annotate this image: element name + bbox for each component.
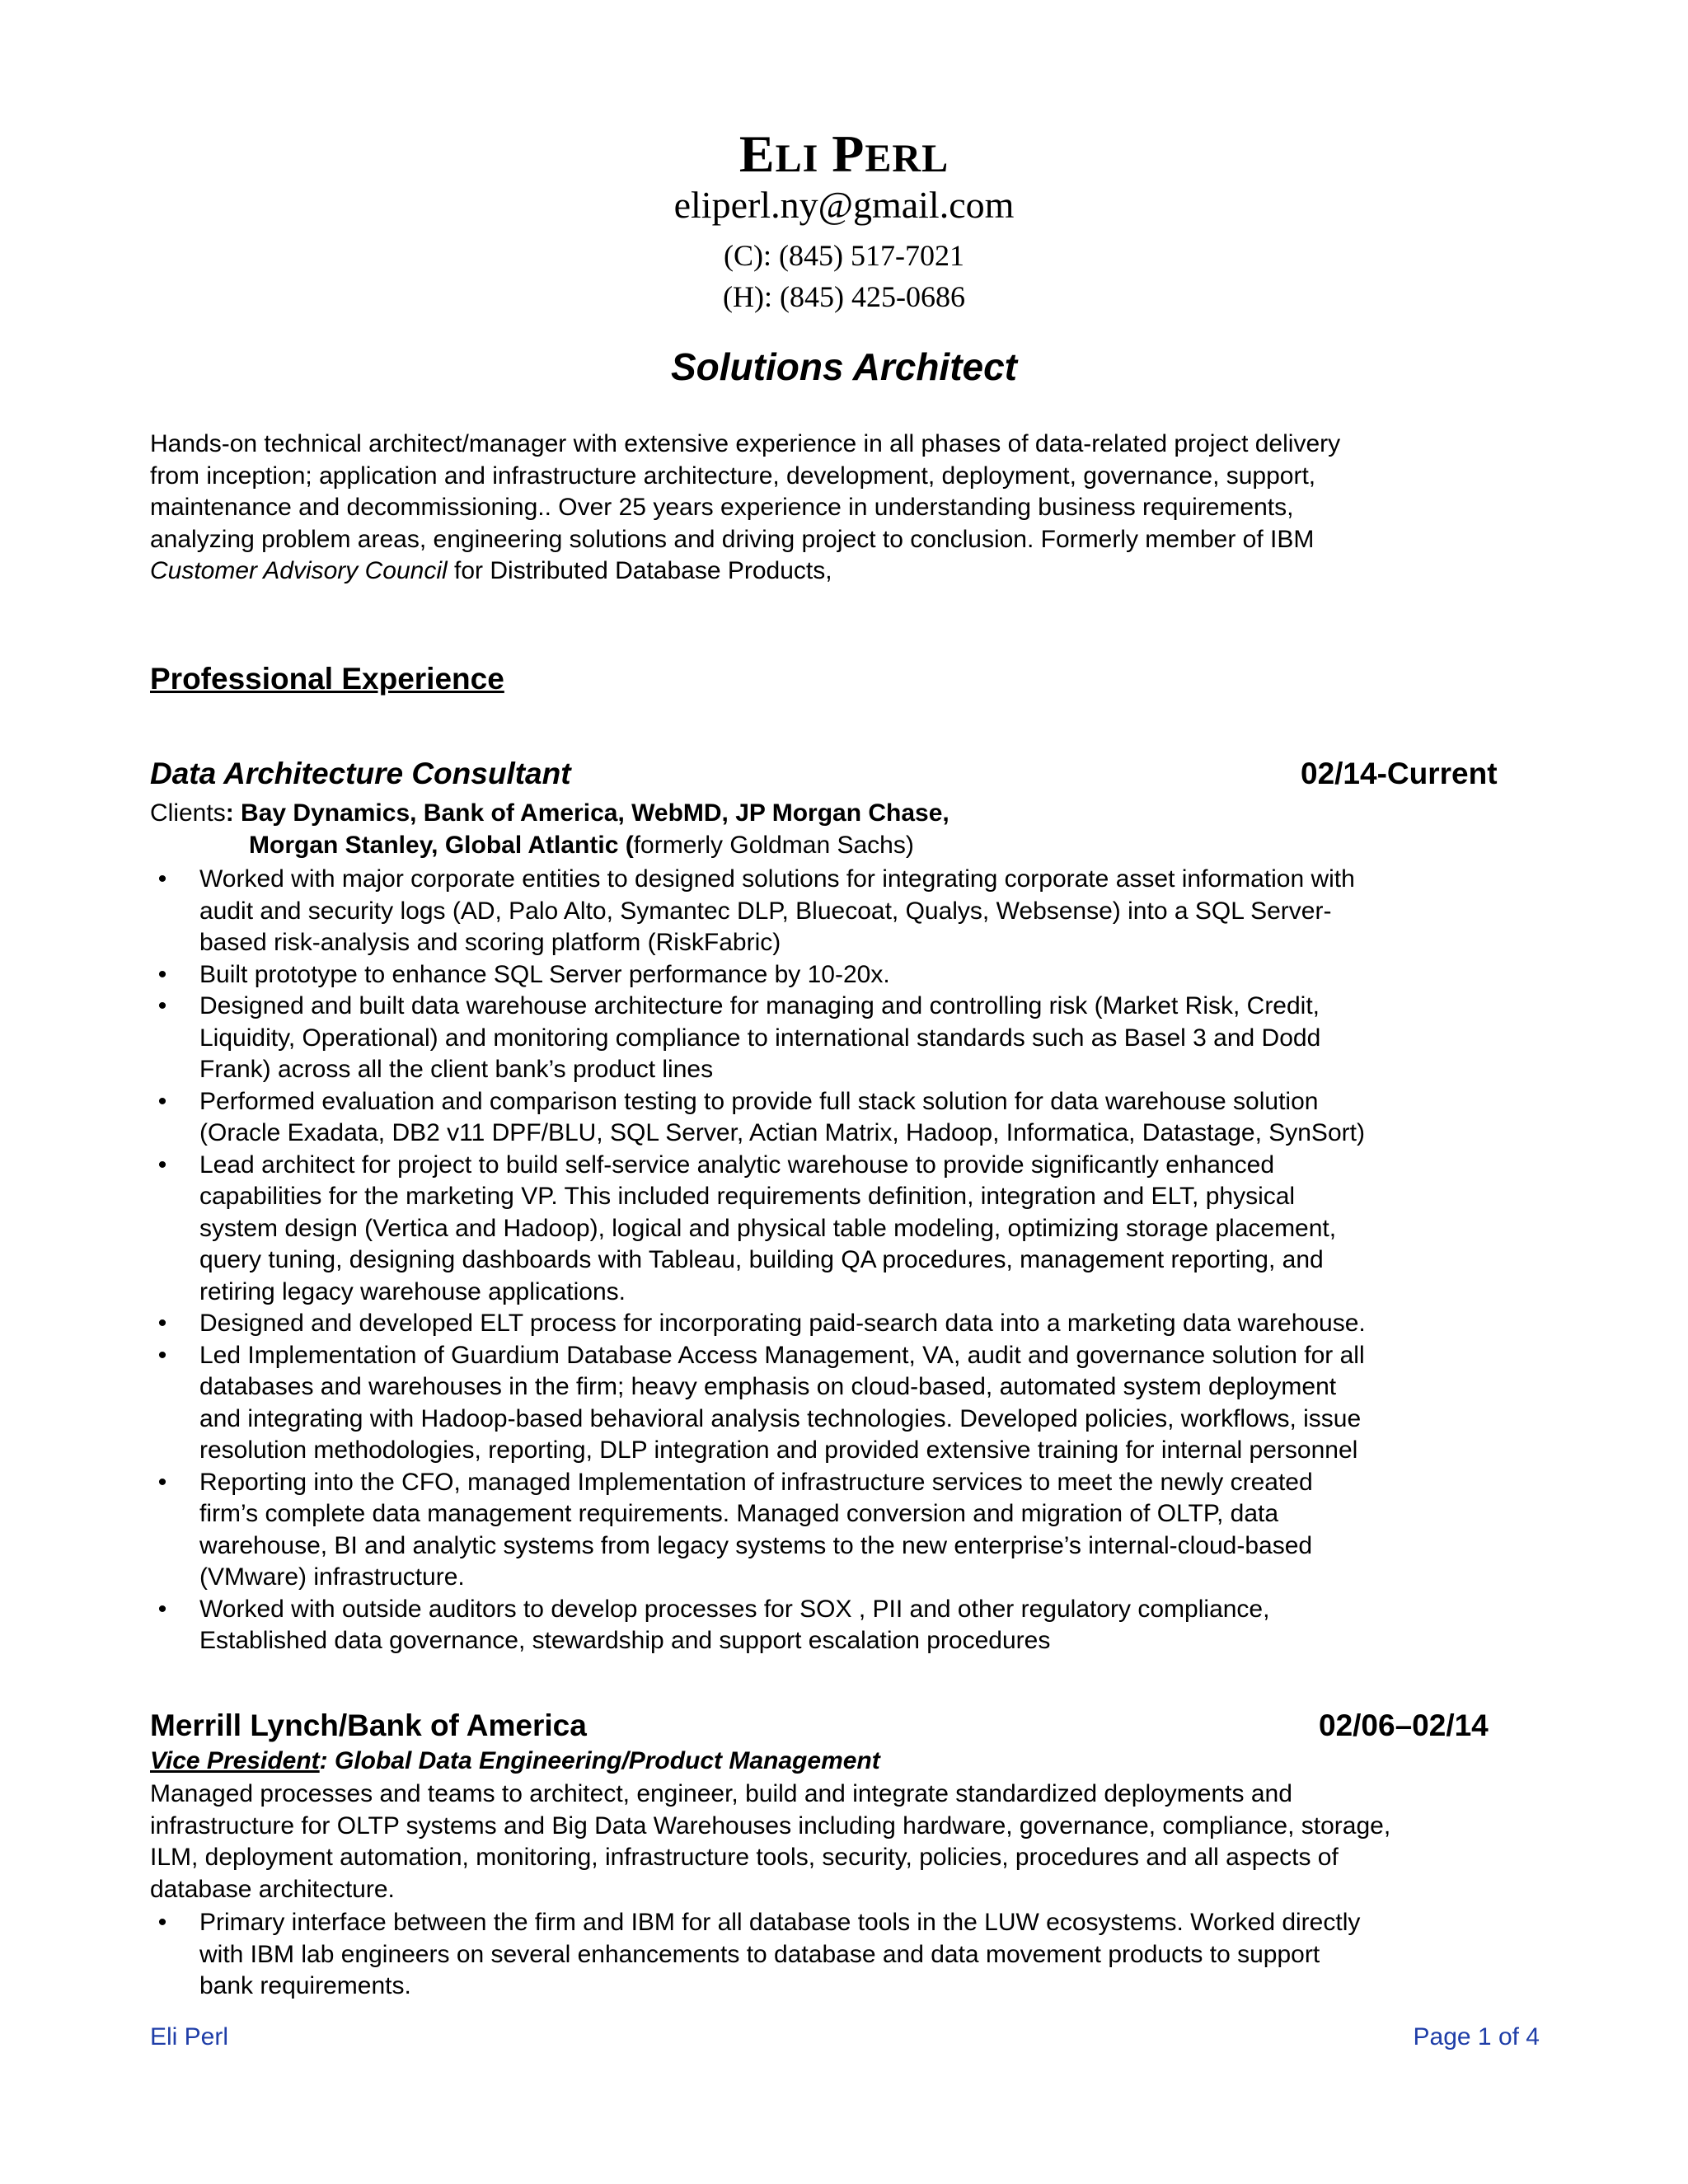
list-item: • Designed and developed ELT process for incorporating paid-search data into a marketing data warehouse. — [150, 1308, 1551, 1340]
bullet-line: (VMware) infrastructure. — [199, 1563, 465, 1591]
job1-bullet-list — [150, 864, 1551, 1657]
bullet-line: and integrating with Hadoop-based behavioral analysis technologies. Developed policies, workflows, issue — [199, 1404, 1362, 1432]
footer-page-number: Page 1 of 4 — [1413, 2023, 1540, 2050]
list-item: • Performed evaluation and comparison testing to provide full stack solution for data warehouse solution (Oracle Exadata, DB2 v11 DPF/BLU, SQL Server, Actian Matrix, Hadoop, Informatica, Datastage, SynSort) — [150, 1086, 1551, 1150]
job1-title: Data Architecture Consultant — [150, 757, 571, 790]
clients-note: formerly Goldman Sachs) — [633, 832, 914, 859]
job2-position — [150, 1747, 880, 1775]
bullet-line: databases and warehouses in the firm; heavy emphasis on cloud-based, automated system deployment — [199, 1373, 1337, 1400]
bullet-line: audit and security logs (AD, Palo Alto, Symantec DLP, Bluecoat, Qualys, Websense) into a SQL Server- — [199, 897, 1332, 925]
bullet-line: system design (Vertica and Hadoop), logical and physical table modeling, optimizing storage placement, — [199, 1214, 1337, 1242]
bullet-line: firm’s complete data management requirements. Managed conversion and migration of OLTP, data — [199, 1500, 1279, 1527]
bullet-line: Led Implementation of Guardium Database Access Management, VA, audit and governance solution for all — [199, 1341, 1365, 1369]
summary-line — [150, 555, 1543, 588]
bullet-line: warehouse, BI and analytic systems from legacy systems to the new enterprise’s internal-cloud-based — [199, 1531, 1313, 1559]
role-title: Solutions Architect — [671, 345, 1017, 388]
job2-title: Merrill Lynch/Bank of America — [150, 1708, 587, 1742]
job1-clients-line2 — [249, 832, 914, 860]
job2-bullet-list — [150, 1907, 1551, 2003]
bullet-line: resolution methodologies, reporting, DLP integration and provided extensive training for internal personnel — [199, 1436, 1358, 1464]
job1-dates: 02/14-Current — [1301, 757, 1498, 790]
name-first-rest: LI — [775, 137, 819, 180]
description-line: database architecture. — [150, 1875, 395, 1903]
name-last-initial: P — [832, 124, 865, 183]
description-line: Managed processes and teams to architect, engineer, build and integrate standardized deployments and — [150, 1780, 1292, 1807]
bullet-line: Worked with major corporate entities to designed solutions for integrating corporate asset information with — [199, 865, 1355, 893]
bullet-line: Liquidity, Operational) and monitoring compliance to international standards such as Basel 3 and Dodd — [199, 1024, 1321, 1052]
name-first-initial: E — [738, 124, 776, 183]
bullet-line: Established data governance, stewardship and support escalation procedures — [199, 1627, 1051, 1654]
list-item: • Led Implementation of Guardium Database Access Management, VA, audit and governance solution for all databases and warehouses in the firm; heavy emphasis on cloud-based, automated system deployment and integrating with Hadoop-based behavioral analysis technologies. Developed policies, workflows, issue resolution methodologies, reporting, DLP integration and provided extensive training for internal personnel — [150, 1340, 1551, 1467]
bullet-line: Lead architect for project to build self-service analytic warehouse to provide significantly enhanced — [199, 1151, 1275, 1179]
summary-paragraph — [150, 429, 1543, 588]
summary-line: analyzing problem areas, engineering solutions and driving project to conclusion. Formerly member of IBM — [150, 525, 1315, 553]
clients-list-cont: Morgan Stanley, Global Atlantic ( — [249, 832, 634, 859]
bullet-line: Designed and developed ELT process for incorporating paid-search data into a marketing data warehouse. — [199, 1310, 1366, 1337]
bullet-line: capabilities for the marketing VP. This included requirements definition, integration and ELT, physical — [199, 1183, 1296, 1210]
description-line: ILM, deployment automation, monitoring, infrastructure tools, security, policies, procedures and all aspects of — [150, 1844, 1339, 1871]
summary-line: maintenance and decommissioning.. Over 25 years experience in understanding business requirements, — [150, 494, 1294, 521]
phone-cell: (C): (845) 517-7021 — [724, 239, 964, 272]
name-last-rest: ERL — [865, 137, 950, 180]
list-item: • Lead architect for project to build self-service analytic warehouse to provide significantly enhanced capabilities for the marketing VP. This included requirements definition, integration and ELT, physical system design (Vertica and Hadoop), logical and physical table modeling, optimizing storage placement, query tuning, designing dashboards with Tableau, building QA procedures, management reporting, and retiring legacy warehouse applications. — [150, 1150, 1551, 1309]
clients-list: : Bay Dynamics, Bank of America, WebMD, JP Morgan Chase, — [225, 799, 950, 827]
footer-author: Eli Perl — [150, 2023, 229, 2050]
job2-dates: 02/06–02/14 — [1319, 1708, 1489, 1742]
summary-line-rest: for Distributed Database Products, — [447, 557, 832, 584]
job2-description — [150, 1779, 1551, 1905]
bullet-line: Primary interface between the firm and IBM for all database tools in the LUW ecosystems. Worked directly — [199, 1909, 1361, 1936]
summary-italic-phrase: Customer Advisory Council — [150, 557, 448, 584]
list-item — [150, 1907, 1551, 2003]
bullet-line: query tuning, designing dashboards with Tableau, building QA procedures, management reporting, and — [199, 1246, 1324, 1273]
position-rest: : Global Data Engineering/Product Management — [319, 1747, 880, 1774]
position-title: Vice President — [150, 1747, 320, 1774]
bullet-symbol: • — [157, 1909, 167, 1936]
candidate-name — [0, 124, 1688, 185]
summary-line: Hands-on technical architect/manager with extensive experience in all phases of data-related project delivery — [150, 430, 1341, 457]
bullet-line: based risk-analysis and scoring platform (RiskFabric) — [199, 929, 781, 956]
bullet-line: Designed and built data warehouse architecture for managing and controlling risk (Market Risk, Credit, — [199, 992, 1320, 1019]
email-address[interactable]: eliperl.ny@gmail.com — [673, 184, 1015, 226]
job1-clients-line1 — [150, 799, 950, 827]
summary-line: from inception; application and infrastructure architecture, development, deployment, governance, support, — [150, 462, 1316, 490]
bullet-line: bank requirements. — [199, 1972, 411, 1999]
bullet-line: Built prototype to enhance SQL Server performance by 10-20x. — [199, 960, 890, 988]
bullet-line: with IBM lab engineers on several enhancements to database and data movement products to support — [199, 1940, 1320, 1968]
bullet-line: (Oracle Exadata, DB2 v11 DPF/BLU, SQL Server, Actian Matrix, Hadoop, Informatica, Datastage, SynSort) — [199, 1119, 1365, 1146]
bullet-line: Frank) across all the client bank’s product lines — [199, 1056, 714, 1083]
bullet-line: Performed evaluation and comparison testing to provide full stack solution for data warehouse solution — [199, 1087, 1319, 1115]
list-item: • Worked with outside auditors to develop processes for SOX , PII and other regulatory compliance, Established data governance, stewardship and support escalation procedures — [150, 1594, 1551, 1657]
section-title-experience: Professional Experience — [150, 662, 504, 696]
clients-label: Clients — [150, 799, 226, 827]
phone-home: (H): (845) 425-0686 — [723, 280, 965, 313]
list-item: • Worked with major corporate entities to designed solutions for integrating corporate asset information with audit and security logs (AD, Palo Alto, Symantec DLP, Bluecoat, Qualys, Websense) into a SQL Server- based risk-analysis and scoring platform (RiskFabric) — [150, 864, 1551, 959]
list-item: • Built prototype to enhance SQL Server performance by 10-20x. — [150, 959, 1551, 991]
bullet-line: Reporting into the CFO, managed Implementation of infrastructure services to meet the newly created — [199, 1468, 1313, 1496]
bullet-line: Worked with outside auditors to develop processes for SOX , PII and other regulatory compliance, — [199, 1595, 1270, 1623]
bullet-line: retiring legacy warehouse applications. — [199, 1277, 626, 1305]
list-item: • Designed and built data warehouse architecture for managing and controlling risk (Market Risk, Credit, Liquidity, Operational) and monitoring compliance to international standards such as Basel 3 and Dodd Frank) across all the client bank’s product lines — [150, 991, 1551, 1086]
list-item: • Reporting into the CFO, managed Implementation of infrastructure services to meet the newly created firm’s complete data management requirements. Managed conversion and migration of OLTP, data warehouse, BI and analytic systems from legacy systems to the new enterprise’s internal-cloud-based (VMware) infrastructure. — [150, 1467, 1551, 1594]
description-line: infrastructure for OLTP systems and Big Data Warehouses including hardware, governance, compliance, storage, — [150, 1811, 1391, 1840]
